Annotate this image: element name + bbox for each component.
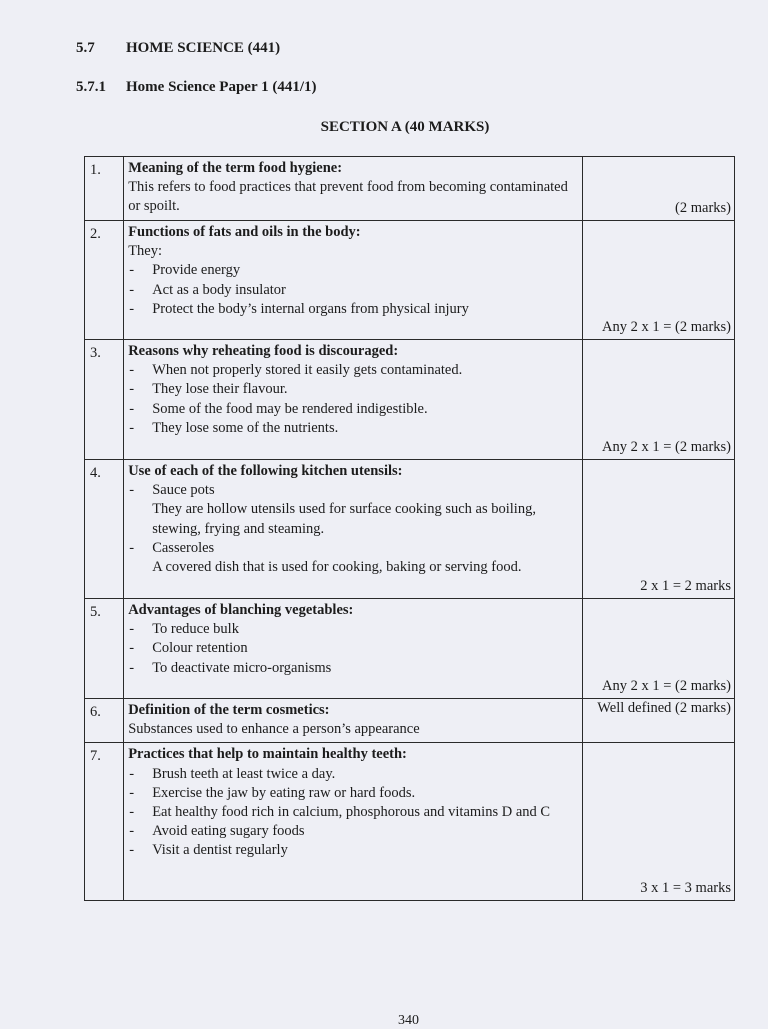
question-body (124, 599, 583, 699)
marks-allocation: (2 marks) (582, 157, 734, 221)
list-item: - Avoid eating sugary foods (128, 822, 578, 841)
question-row (85, 699, 735, 743)
list-item: - Colour retention (128, 639, 578, 658)
answer-list (128, 539, 578, 558)
list-item: - To deactivate micro-organisms (128, 659, 578, 678)
question-number: 7. (85, 743, 124, 901)
question-row (85, 743, 735, 901)
answer-list (128, 481, 578, 500)
question-body (124, 157, 583, 221)
list-item: - To reduce bulk (128, 620, 578, 639)
list-item: - They lose their flavour. (128, 380, 578, 399)
answer-list (128, 261, 578, 319)
list-item: - Exercise the jaw by eating raw or hard foods. (128, 784, 578, 803)
question-number: 1. (85, 157, 124, 221)
section-number: 5.7 (76, 40, 95, 56)
marks-allocation: Any 2 x 1 = (2 marks) (582, 340, 734, 460)
subsection-heading (76, 79, 317, 96)
marking-scheme-table (84, 156, 735, 901)
question-body (124, 743, 583, 901)
item-description: They are hollow utensils used for surface cooking such as boiling, stewing, frying and steaming. (152, 501, 536, 537)
answer-text: This refers to food practices that prevent food from becoming contaminated or spoilt. (128, 179, 568, 215)
answer-list (128, 620, 578, 678)
marks-allocation: Any 2 x 1 = (2 marks) (582, 599, 734, 699)
answer-list (128, 361, 578, 438)
question-row (85, 599, 735, 699)
question-row (85, 460, 735, 599)
answer-list (128, 765, 578, 861)
list-item: - Protect the body’s internal organs from physical injury (128, 300, 578, 319)
question-title: Definition of the term cosmetics: (128, 702, 330, 718)
section-a-title: SECTION A (40 MARKS) (320, 119, 490, 135)
question-title: Meaning of the term food hygiene: (128, 160, 343, 176)
question-number: 6. (85, 699, 124, 743)
list-item: - Sauce pots (128, 481, 578, 500)
marks-allocation: 2 x 1 = 2 marks (582, 460, 734, 599)
section-heading (76, 40, 280, 57)
question-number: 5. (85, 599, 124, 699)
question-number: 2. (85, 221, 124, 340)
list-item: - Casseroles (128, 539, 578, 558)
list-item: - When not properly stored it easily gets contaminated. (128, 361, 578, 380)
question-body (124, 699, 583, 743)
question-body (124, 221, 583, 340)
list-item: - Brush teeth at least twice a day. (128, 765, 578, 784)
list-item: - Some of the food may be rendered indigestible. (128, 400, 578, 419)
question-body (124, 340, 583, 460)
page-number: 340 (398, 1013, 419, 1028)
question-title: Use of each of the following kitchen utensils: (128, 463, 403, 479)
question-title: Reasons why reheating food is discouraged: (128, 343, 399, 359)
question-title: Functions of fats and oils in the body: (128, 224, 361, 240)
answer-text: Substances used to enhance a person’s appearance (128, 721, 420, 738)
list-item: - Act as a body insulator (128, 281, 578, 300)
marks-allocation: Well defined (2 marks) (582, 699, 734, 743)
question-body (124, 460, 583, 599)
answer-intro: They: (128, 243, 163, 260)
list-item: - Provide energy (128, 261, 578, 280)
question-title: Practices that help to maintain healthy teeth: (128, 746, 407, 763)
list-item: - They lose some of the nutrients. (128, 419, 578, 438)
list-item: - Visit a dentist regularly (128, 841, 578, 860)
item-description: A covered dish that is used for cooking, baking or serving food. (152, 559, 522, 576)
subsection-title: Home Science Paper 1 (441/1) (126, 79, 317, 95)
marks-allocation: Any 2 x 1 = (2 marks) (582, 221, 734, 340)
section-title: HOME SCIENCE (441) (126, 40, 281, 56)
subsection-number: 5.7.1 (76, 79, 106, 95)
question-number: 3. (85, 340, 124, 460)
question-row (85, 157, 735, 221)
marks-allocation: 3 x 1 = 3 marks (582, 743, 734, 901)
list-item: - Eat healthy food rich in calcium, phosphorous and vitamins D and C (128, 803, 578, 822)
question-row (85, 340, 735, 460)
question-number: 4. (85, 460, 124, 599)
question-title: Advantages of blanching vegetables: (128, 602, 354, 618)
question-row (85, 221, 735, 340)
